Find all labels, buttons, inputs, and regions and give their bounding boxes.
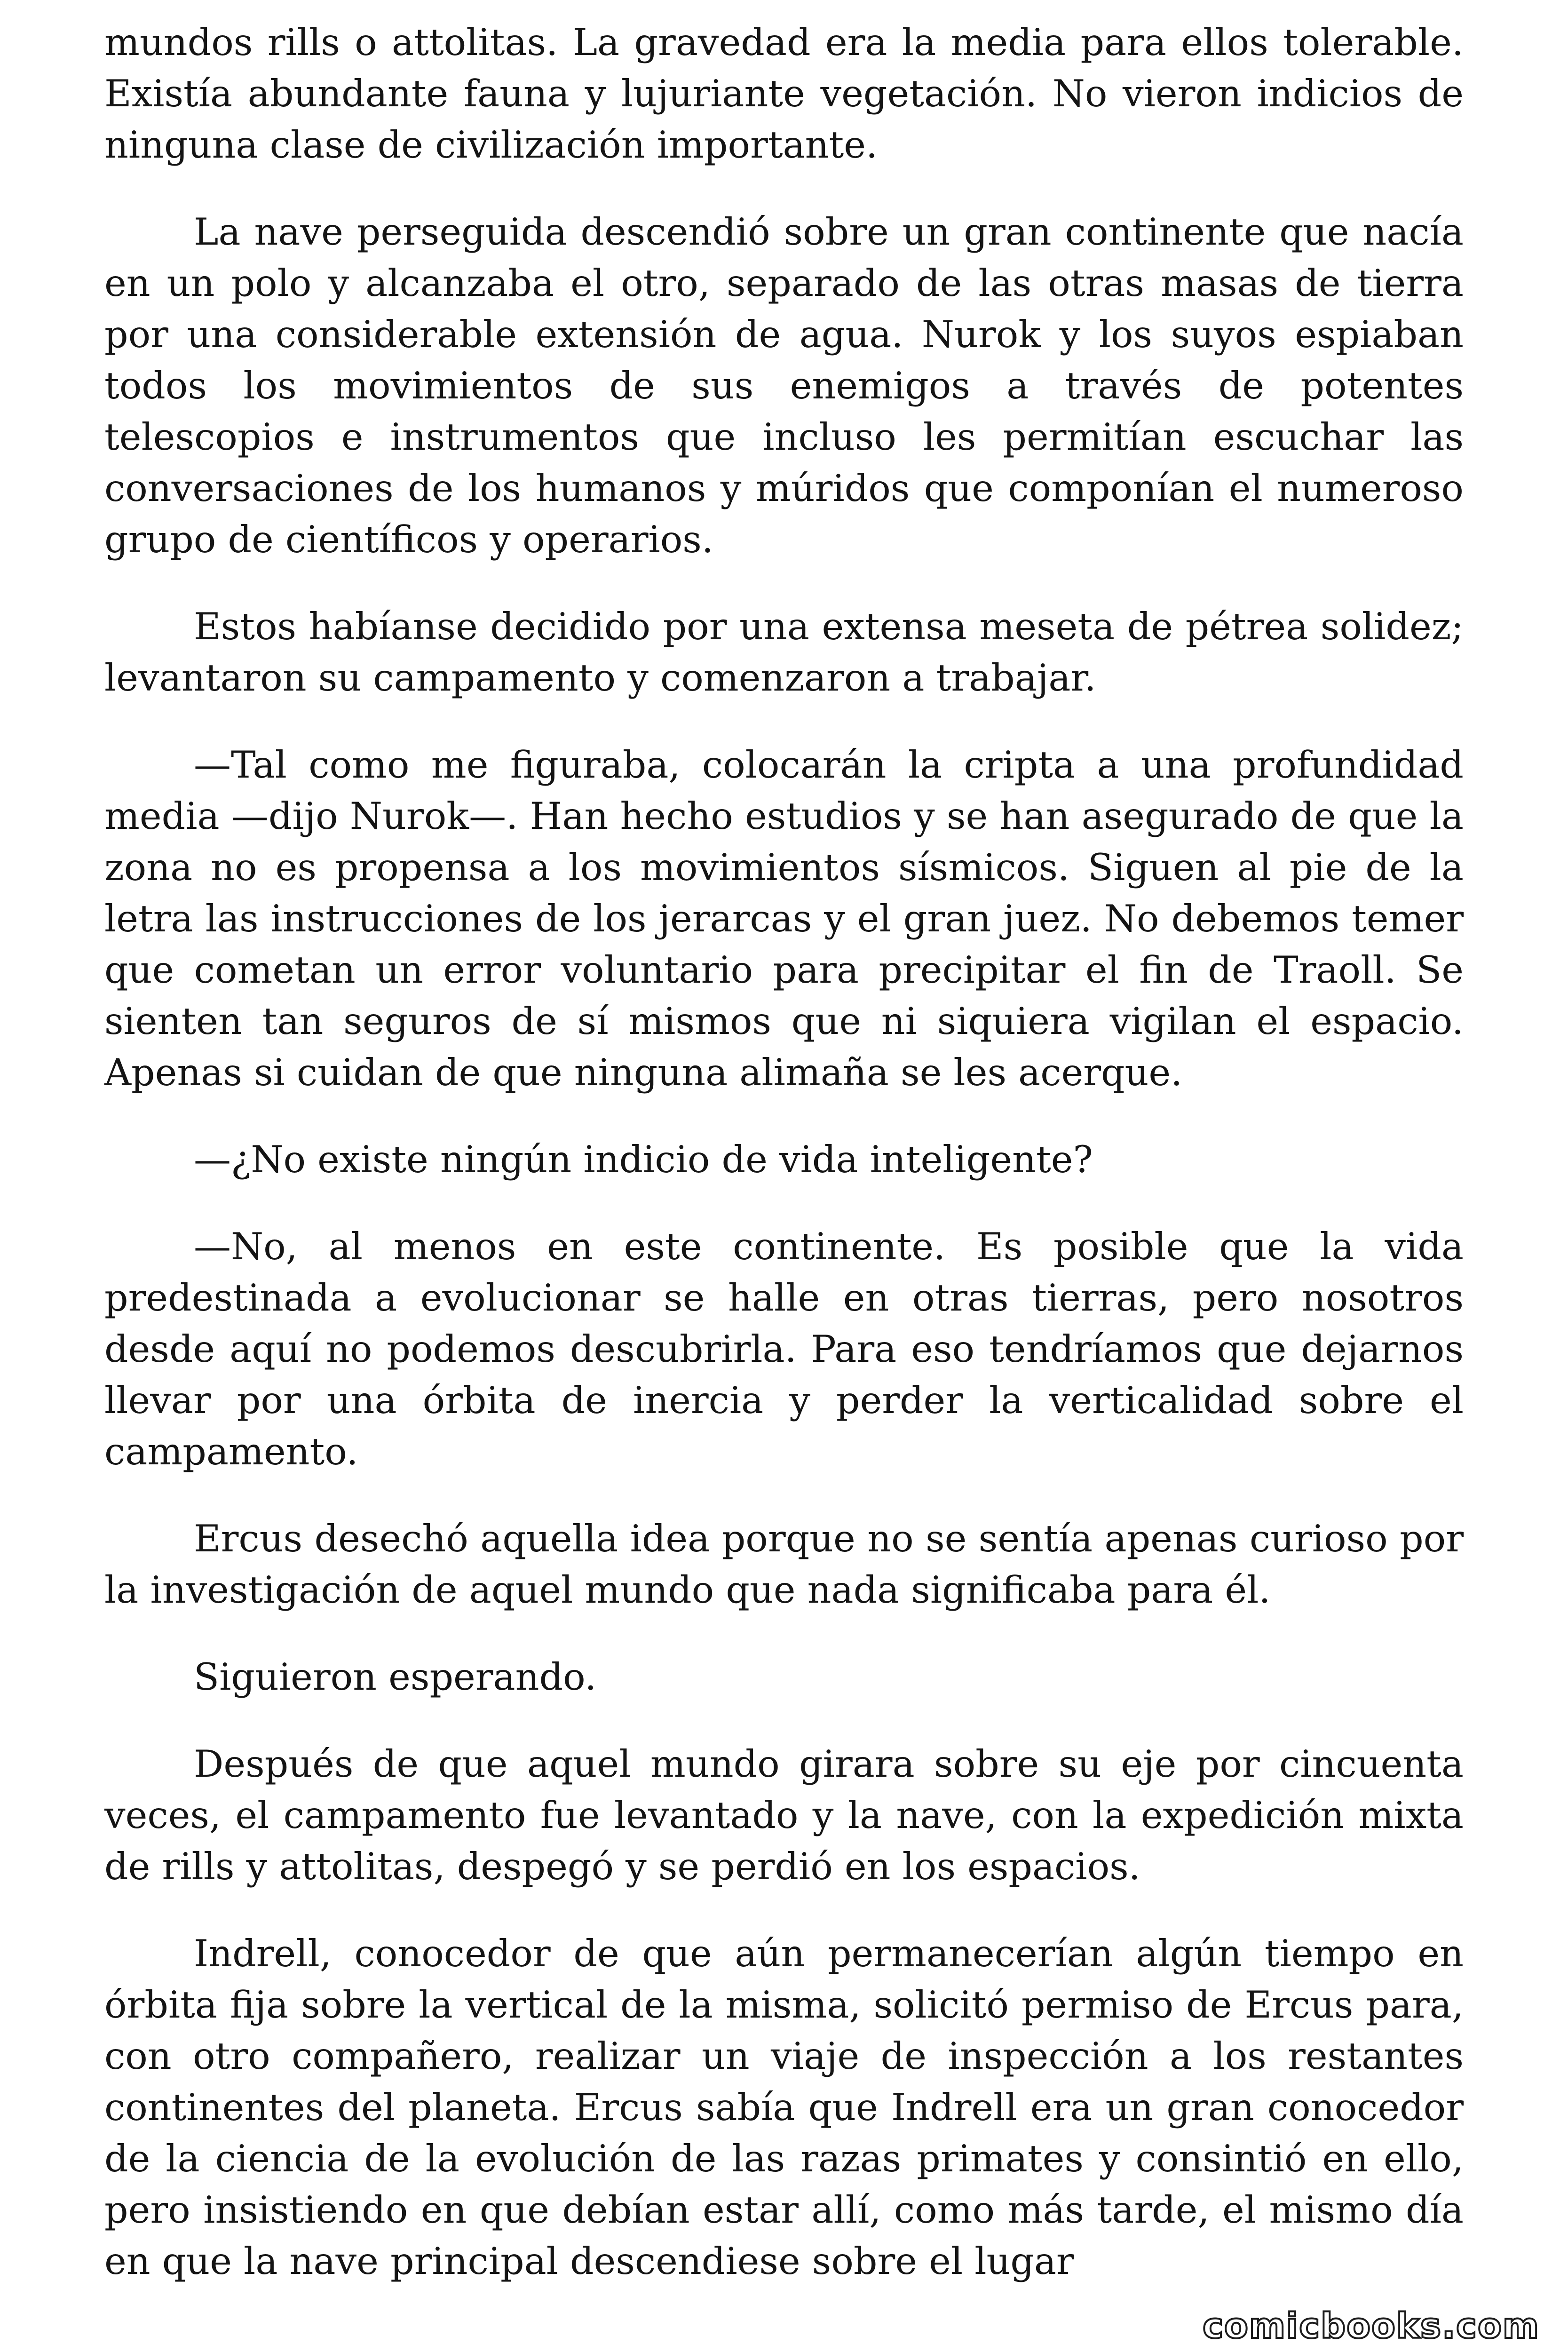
watermark-logo: comicbooks.com: [1203, 2306, 1540, 2346]
paragraph: Indrell, conocedor de que aún permanecerían algún tiempo en órbita fija sobre la vertical de la misma, solicitó permiso de Ercus para, con otro compañero, realizar un viaje de inspección a los restantes continentes del planeta. Ercus sabía que Indrell era un gran conocedor de la ciencia de la evolución de las razas primates y consintió en ello, pero insistiendo en que debían estar allí, como más tarde, el mismo día en que la nave principal descendiese sobre el lugar: [104, 1932, 1464, 2283]
paragraph: Estos habíanse decidido por una extensa meseta de pétrea solidez; levantaron su campamento y comenzaron a trabajar.: [104, 605, 1464, 699]
paragraph: Siguieron esperando.: [194, 1655, 597, 1699]
paragraph: Después de que aquel mundo girara sobre su eje por cincuenta veces, el campamento fue levantado y la nave, con la expedición mixta de rills y attolitas, despegó y se perdió en los espacios.: [104, 1742, 1464, 1888]
dialogue-paragraph: —¿No existe ningún indicio de vida inteligente?: [194, 1138, 1093, 1181]
book-page: [104, 17, 1464, 2323]
dialogue-paragraph: —No, al menos en este continente. Es posible que la vida predestinada a evolucionar se halle en otras tierras, pero nosotros desde aquí no podemos descubrirla. Para eso tendríamos que dejarnos llevar por una órbita de inercia y perder la verticalidad sobre el campamento.: [104, 1225, 1464, 1473]
paragraph: La nave perseguida descendió sobre un gran continente que nacía en un polo y alcanzaba el otro, separado de las otras masas de tierra por una considerable extensión de agua. Nurok y los suyos espiaban todos los movimientos de sus enemigos a través de potentes telescopios e instrumentos que incluso les permitían escuchar las conversaciones de los humanos y múridos que componían el numeroso grupo de científicos y operarios.: [104, 210, 1464, 561]
paragraph: Ercus desechó aquella idea porque no se sentía apenas curioso por la investigación de aquel mundo que nada significaba para él.: [104, 1517, 1464, 1612]
paragraph-continued: mundos rills o attolitas. La gravedad era la media para ellos tolerable. Existía abundante fauna y lujuriante vegetación. No vieron indicios de ninguna clase de civilización importante.: [104, 21, 1464, 167]
dialogue-paragraph: —Tal como me figuraba, colocarán la cripta a una profundidad media —dijo Nurok—. Han hecho estudios y se han asegurado de que la zona no es propensa a los movimientos sísmicos. Siguen al pie de la letra las instrucciones de los jerarcas y el gran juez. No debemos temer que cometan un error voluntario para precipitar el fin de Traoll. Se sienten tan seguros de sí mismos que ni siquiera vigilan el espacio. Apenas si cuidan de que ninguna alimaña se les acerque.: [104, 743, 1464, 1094]
